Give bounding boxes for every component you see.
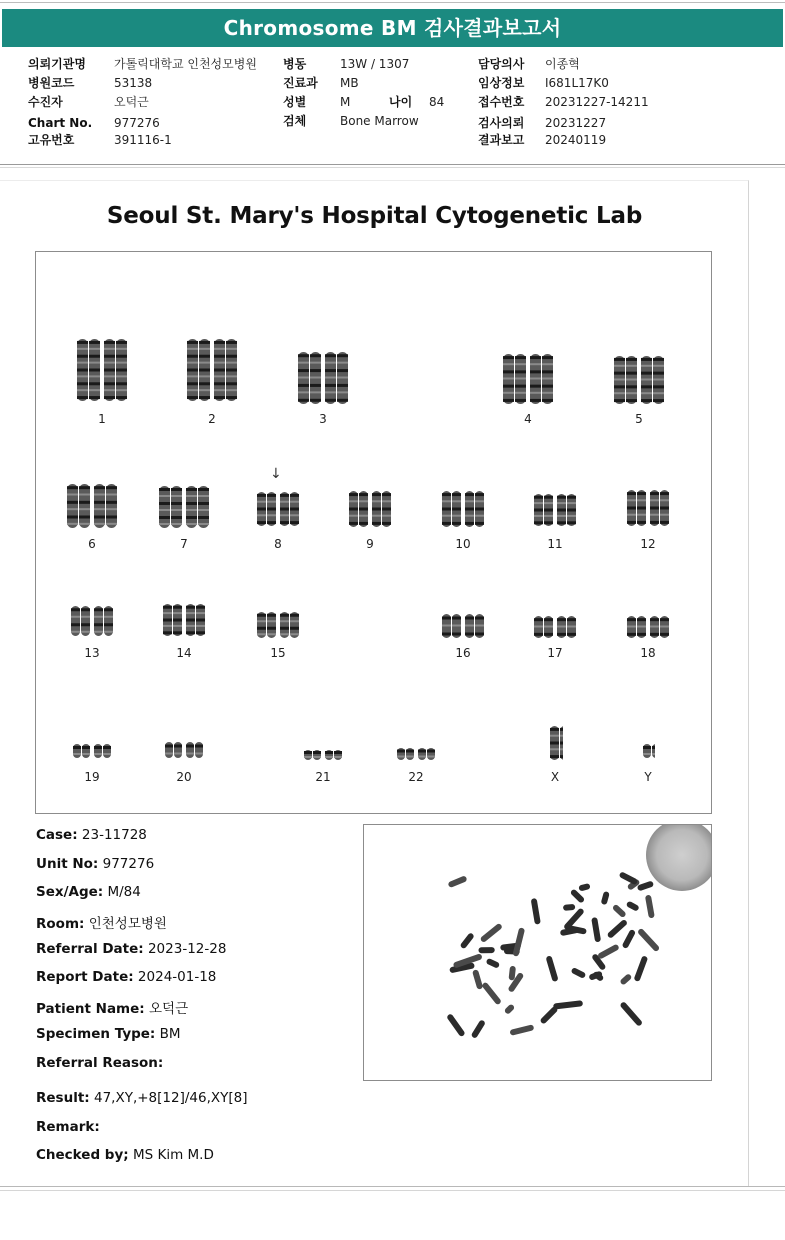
chromosome-label: 8	[274, 537, 282, 551]
chromosome-label: 16	[455, 646, 471, 660]
field-value-request-date: 20231227	[545, 116, 607, 130]
metaphase-chromosome	[591, 917, 601, 942]
field-label-patient: 수진자	[28, 95, 63, 109]
chromosome-label: X	[550, 770, 560, 784]
field-label-request-date: 검사의뢰	[478, 116, 525, 130]
interphase-nucleus	[646, 825, 712, 891]
patient-name: Patient Name: 오덕근	[36, 1001, 189, 1017]
field-label-sex: 성별	[283, 95, 307, 109]
chromosome-label: 14	[176, 646, 192, 660]
chromosome-label: 19	[84, 770, 100, 784]
field-label-department: 진료과	[283, 76, 318, 90]
chromosome-label: 2	[208, 412, 216, 426]
metaphase-chromosome	[471, 1019, 486, 1039]
metaphase-chromosome	[472, 969, 483, 990]
metaphase-chromosome	[626, 901, 640, 912]
field-label-specimen: 검체	[283, 114, 307, 128]
field-value-institution: 가톨릭대학교 인천성모병원	[114, 57, 257, 71]
chromosome-label: 6	[88, 537, 96, 551]
metaphase-chromosome	[509, 1024, 534, 1036]
field-value-sex: M	[340, 95, 351, 109]
metaphase-chromosome	[619, 973, 632, 986]
metaphase-image	[363, 824, 712, 1081]
chromosome-label: 3	[319, 412, 327, 426]
field-value-patient: 오덕근	[114, 95, 149, 109]
field-label-accession-no: 접수번호	[478, 95, 525, 109]
field-label-ward: 병동	[283, 57, 307, 71]
chromosome-label: 10	[455, 537, 471, 551]
header-divider-secondary	[0, 167, 785, 168]
metaphase-spread-figure	[364, 825, 712, 1081]
field-label-physician: 담당의사	[478, 57, 525, 71]
field-label-unique-no: 고유번호	[28, 133, 75, 147]
chromosome-label: 11	[547, 537, 563, 551]
field-value-unique-no: 391116-1	[114, 133, 172, 147]
field-value-clinical-info: I681L17K0	[545, 76, 609, 90]
field-value-chart-no: 977276	[114, 116, 160, 130]
chromosome-label: 15	[270, 646, 286, 660]
room: Room: 인천성모병원	[36, 916, 167, 932]
chromosome-label: 13	[84, 646, 100, 660]
karyogram-panel	[35, 251, 712, 814]
chromosome-label: 7	[180, 537, 188, 551]
specimen-type: Specimen Type: BM	[36, 1026, 181, 1042]
chromosome-label: 22	[408, 770, 424, 784]
trisomy-arrow-icon: ↓	[270, 466, 282, 482]
case-number: Case: 23-11728	[36, 827, 147, 843]
footer-divider	[0, 1186, 785, 1187]
metaphase-chromosome	[597, 944, 620, 960]
chromosome-label: 9	[366, 537, 374, 551]
chromosome-label: 5	[635, 412, 643, 426]
metaphase-chromosome	[512, 927, 525, 957]
metaphase-chromosome	[563, 904, 576, 911]
field-value-report-date: 20240119	[545, 133, 607, 147]
metaphase-chromosome	[619, 1001, 643, 1027]
chromosome-label: 12	[640, 537, 656, 551]
metaphase-chromosome	[504, 1003, 516, 1015]
field-value-physician: 이종혁	[545, 57, 580, 71]
field-value-hospital-code: 53138	[114, 76, 153, 90]
metaphase-chromosome	[447, 875, 467, 888]
lab-title: Seoul St. Mary's Hospital Cytogenetic Lab	[106, 203, 643, 229]
report-date: Report Date: 2024-01-18	[36, 969, 217, 985]
metaphase-chromosome	[633, 955, 648, 982]
metaphase-chromosome	[446, 1013, 466, 1037]
chromosome-label: 17	[547, 646, 563, 660]
metaphase-chromosome	[601, 891, 610, 905]
referral-date: Referral Date: 2023-12-28	[36, 941, 227, 957]
field-value-age: 84	[429, 95, 445, 109]
metaphase-chromosome	[486, 958, 501, 969]
metaphase-chromosome	[545, 955, 558, 982]
chromosome-label: 21	[315, 770, 331, 784]
metaphase-chromosome	[578, 883, 590, 892]
metaphase-chromosome	[478, 947, 494, 953]
field-label-hospital-code: 병원코드	[28, 76, 75, 90]
metaphase-chromosome	[645, 895, 655, 919]
metaphase-chromosome	[637, 928, 660, 953]
chromosome-label: 18	[640, 646, 656, 660]
field-label-report-date: 결과보고	[478, 133, 525, 147]
field-value-accession-no: 20231227-14211	[545, 95, 649, 109]
chromosome-label: Y	[644, 770, 652, 784]
metaphase-chromosome	[606, 919, 628, 939]
metaphase-chromosome	[571, 967, 587, 979]
metaphase-chromosome	[612, 904, 627, 919]
chromosome-label: 20	[176, 770, 192, 784]
chromosome-label: 4	[524, 412, 532, 426]
chromosome-label: 1	[98, 412, 106, 426]
header-divider	[0, 164, 785, 165]
field-label-chart-no: Chart No.	[28, 116, 93, 130]
karyotype-result: Result: 47,XY,+8[12]/46,XY[8]	[36, 1090, 248, 1106]
metaphase-chromosome	[531, 898, 541, 925]
footer-divider-secondary	[0, 1190, 785, 1191]
field-value-department: MB	[340, 76, 359, 90]
unit-number: Unit No: 977276	[36, 856, 155, 872]
field-value-specimen: Bone Marrow	[340, 114, 419, 128]
metaphase-chromosome	[539, 1006, 558, 1025]
field-value-ward: 13W / 1307	[340, 57, 410, 71]
field-label-institution: 의뢰기관명	[28, 57, 86, 71]
report-title-banner: Chromosome BM 검사결과보고서	[2, 9, 783, 47]
metaphase-chromosome	[553, 1000, 583, 1009]
sex-age: Sex/Age: M/84	[36, 884, 141, 900]
metaphase-chromosome	[481, 981, 502, 1005]
metaphase-chromosome	[459, 932, 474, 949]
metaphase-chromosome	[622, 929, 637, 949]
metaphase-chromosome	[619, 871, 639, 885]
checked-by: Checked by; MS Kim M.D	[36, 1147, 214, 1163]
metaphase-chromosome	[508, 966, 516, 981]
metaphase-chromosome	[480, 923, 503, 944]
remark: Remark:	[36, 1119, 100, 1135]
top-rule	[0, 2, 785, 3]
field-label-clinical-info: 임상정보	[478, 76, 525, 90]
referral-reason: Referral Reason:	[36, 1055, 164, 1071]
field-label-age: 나이	[389, 95, 413, 109]
